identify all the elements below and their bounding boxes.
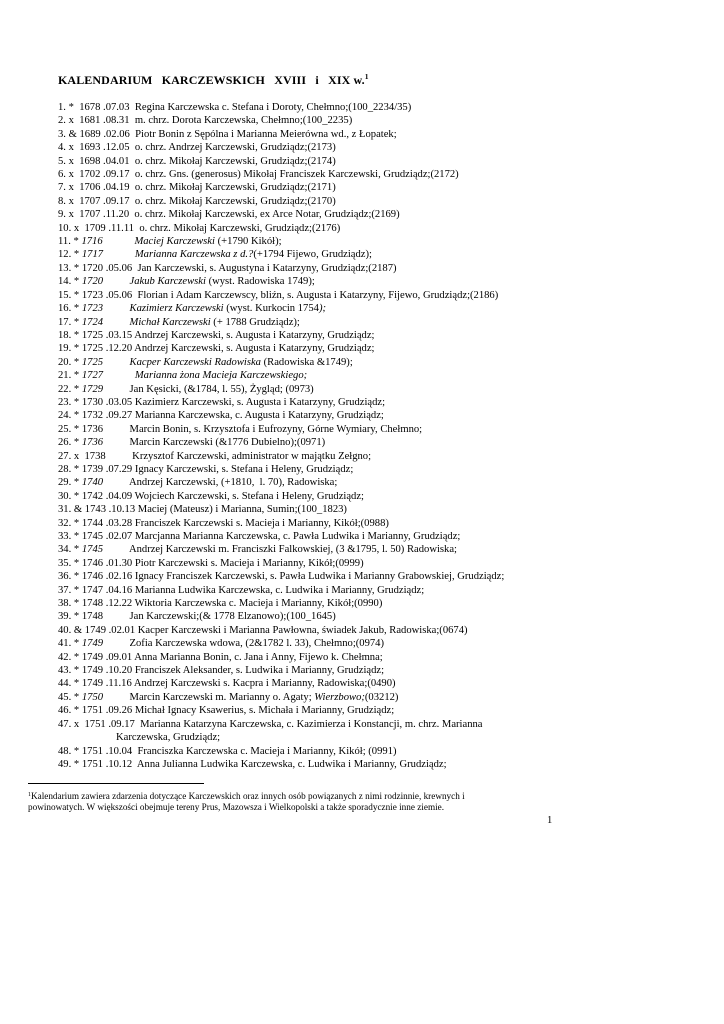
entry-marker: * [73,758,80,770]
entry-text: 1751 .09.17 Marianna Katarzyna Karczewska, c. Kazimierza i Konstancji, m. chrz. Marianna [79,718,483,730]
entry-italic-name: Marianna żona Macieja Karczewskiego; [103,370,308,382]
list-item [58,758,688,771]
list-item [58,409,688,422]
entry-marker: * [73,249,80,261]
list-item [58,597,688,610]
entry-number: 46. [58,705,72,717]
list-item [58,101,688,114]
list-item [58,356,688,369]
entry-number: 49. [58,758,72,770]
entry-number: 21. [58,370,72,382]
entry-year: 1729 [79,383,104,395]
entry-number: 18. [58,329,72,341]
entry-number: 48. [58,745,72,757]
entry-year: 1723 [79,303,104,315]
entry-marker: * [73,262,80,274]
entry-marker: * [73,370,80,382]
entry-marker: * [73,598,80,610]
title-text: KALENDARIUM KARCZEWSKICH XVIII i XIX w. [58,73,365,87]
entry-marker: * [73,571,80,583]
list-item [58,396,688,409]
entry-number: 19. [58,343,72,355]
list-item [58,248,688,261]
entry-marker: * [73,665,80,677]
list-item [58,436,688,449]
entry-italic-name: Marianna Karczewska z d.? [103,249,254,261]
entry-text: (wyst. Kurkocin 1754 [223,303,319,315]
list-item [58,289,688,302]
entry-text: 1725 .12.20 Andrzej Karczewski, s. Augusta i Katarzyny, Grudziądz; [79,343,375,355]
entry-number: 29. [58,477,72,489]
entry-text: 1681 .08.31 m. chrz. Dorota Karczewska, Chełmno;(100_2235) [73,115,353,127]
list-item [58,342,688,355]
entry-number: 13. [58,262,72,274]
entry-text: 1746 .02.16 Ignacy Franciszek Karczewski, s. Pawła Ludwika i Marianny Grabowskiej, Grudziądz; [79,571,505,583]
entry-number: 2. [58,115,66,127]
entry-text: 1693 .12.05 o. chrz. Andrzej Karczewski, Grudziądz;(2173) [73,142,336,154]
entry-marker: x [68,195,74,207]
entry-number: 32. [58,517,72,529]
list-item [58,302,688,315]
entry-marker: * [73,343,80,355]
list-item [58,651,688,664]
entry-marker: * [73,557,80,569]
list-item [58,704,688,717]
entry-marker: * [73,517,80,529]
list-item [58,557,688,570]
entry-marker: * [73,303,80,315]
entry-text: (+ 1788 Grudziądz); [210,316,300,328]
entry-text: 1745 .02.07 Marcjanna Marianna Karczewska, c. Pawła Ludwika i Marianny, Grudziądz; [79,531,461,542]
entry-number: 8. [58,195,66,207]
list-item [58,423,688,436]
entry-tail: (03212) [364,691,399,703]
entry-number: 11. [58,236,71,248]
entry-year: 1750 [79,691,104,703]
entry-text: 1744 .03.28 Franciszek Karczewski s. Macieja i Marianny, Kikół;(0988) [79,517,389,529]
entry-text: (+1794 Fijewo, Grudziądz); [253,249,372,261]
entry-marker: x [68,182,74,194]
entry-text: 1739 .07.29 Ignacy Karczewski, s. Stefana i Heleny, Grudziądz; [79,463,354,475]
entry-year: 1749 [79,638,104,650]
list-item [58,517,688,530]
entry-marker: * [73,678,80,690]
entry-number: 35. [58,557,72,569]
entry-number: 20. [58,356,72,368]
entry-text: 1748 Jan Karczewski;(& 1778 Elzanowo);(100_1645) [79,611,336,623]
entry-text: 1749 .09.01 Anna Marianna Bonin, c. Jana i Anny, Fijewo k. Chełmna; [79,651,383,663]
entry-year: 1724 [79,316,104,328]
list-item [58,329,688,342]
entry-text: 1732 .09.27 Marianna Karczewska, c. Augusta i Katarzyny, Grudziądz; [79,410,384,422]
entry-marker: x [68,155,74,167]
entry-year: 1716 [78,236,103,248]
entry-marker: * [73,638,80,650]
entry-number: 41. [58,638,72,650]
footnote-mark: 1 [28,792,31,798]
entry-number: 33. [58,531,72,542]
footnote-text: Kalendarium zawiera zdarzenia dotyczące Karczewskich oraz innych osób powiązanych z nimi rodzinnie, krewnych i powinowatych. W większości obejmuje tereny Prus, Mazowsza i Wielkopolski a także sporadycznie inne ziemie. [28,791,465,813]
entry-marker: * [73,544,80,556]
entry-year: 1727 [79,370,104,382]
entry-number: 43. [58,665,72,677]
footnote-reference: 1 [364,72,369,81]
entry-number: 30. [58,490,72,502]
list-item [58,490,688,503]
entry-year: 1720 [79,276,104,288]
entry-year: 1740 [79,477,104,489]
list-item [58,141,688,154]
entry-text: 1749 .11.16 Andrzej Karczewski s. Kacpra i Marianny, Radowiska;(0490) [79,678,396,690]
list-item [58,235,688,248]
entry-number: 3. [58,128,66,140]
entry-marker: * [73,289,80,301]
entry-marker: * [73,276,80,288]
entry-year: 1725 [79,356,104,368]
entry-number: 38. [58,598,72,610]
entry-text: (+1790 Kikół); [214,236,282,248]
list-item [58,745,688,758]
entry-marker: * [73,745,80,757]
entry-continuation: Karczewska, Grudziądz; [116,732,221,744]
entry-marker: * [73,383,80,395]
list-item [58,637,688,650]
entry-text: 1742 .04.09 Wojciech Karczewski, s. Stefana i Heleny, Grudziądz; [79,490,364,502]
entry-marker: * [73,396,80,408]
list-item [58,570,688,583]
entry-marker: * [68,102,74,113]
entry-text: 1748 .12.22 Wiktoria Karczewska c. Macieja i Marianny, Kikół;(0990) [79,598,383,610]
list-item [58,691,688,704]
entry-marker: * [73,651,80,663]
entry-number: 31. [58,504,72,516]
list-item [58,208,688,221]
list-item [58,383,688,396]
entry-marker: * [73,691,80,703]
entry-text: 1743 .10.13 Maciej (Mateusz) i Marianna, Sumin;(100_1823) [82,504,347,516]
entry-marker: x [73,222,80,234]
list-item [58,128,688,141]
entry-number: 14. [58,276,72,288]
entry-number: 45. [58,691,72,703]
entry-text: 1707 .09.17 o. chrz. Mikołaj Karczewski, Grudziądz;(2170) [73,195,336,207]
entry-marker: * [73,463,80,475]
entry-text: 1725 .03.15 Andrzej Karczewski, s. Augusta i Katarzyny, Grudziądz; [79,329,375,341]
entry-text: 1689 .02.06 Piotr Bonin z Sępólna i Marianna Meierówna wd., z Łopatek; [76,128,397,140]
entry-number: 28. [58,463,72,475]
list-item [58,181,688,194]
entry-text: 1709 .11.11 o. chrz. Mikołaj Karczewski, Grudziądz;(2176) [79,222,341,234]
entry-number: 26. [58,437,72,449]
entry-marker: * [73,611,80,623]
entry-text: 1702 .09.17 o. chrz. Gns. (generosus) Mikołaj Franciszek Karczewski, Grudziądz;(2172) [73,169,459,181]
entry-year: 1736 [79,437,104,449]
entry-marker: & [73,624,83,636]
entry-text: Marcin Karczewski (&1776 Dubielno);(0971) [103,437,326,449]
entry-number: 16. [58,303,72,315]
entry-number: 9. [58,209,66,221]
entry-marker: * [73,584,80,596]
calendar-entries-list [58,101,688,771]
entry-text: 1738 Krzysztof Karczewski, administrator w majątku Zełgno; [79,450,372,462]
list-item [58,610,688,623]
entry-marker: * [73,410,80,422]
entry-tail: ); [318,303,327,315]
entry-text: 1751 .09.26 Michał Ignacy Ksawerius, s. Michała i Marianny, Grudziądz; [79,705,395,717]
entry-text: 1749 .02.01 Kacper Karczewski i Marianna Pawłowna, świadek Jakub, Radowiska;(0674) [82,624,468,636]
entry-text: 1747 .04.16 Marianna Ludwika Karczewska, c. Ludwika i Marianny, Grudziądz; [79,584,425,596]
entry-number: 39. [58,611,72,623]
entry-marker: * [73,531,80,542]
entry-text: 1706 .04.19 o. chrz. Mikołaj Karczewski, Grudziądz;(2171) [73,182,336,194]
entry-italic-name: Michał Karczewski [103,316,211,328]
page-number: 1 [547,815,553,826]
entry-marker: & [68,128,77,140]
entry-marker: * [73,490,80,502]
entry-marker: * [73,356,80,368]
entry-number: 22. [58,383,72,395]
footnote [28,790,558,814]
entry-marker: x [68,142,74,154]
entry-marker: x [68,209,74,221]
entry-marker: * [73,437,80,449]
list-item [58,476,688,489]
entry-text: 1707 .11.20 o. chrz. Mikołaj Karczewski, ex Arce Notar, Grudziądz;(2169) [73,209,400,221]
entry-italic-name: Maciej Karczewski [102,236,215,248]
list-item [58,530,688,543]
entry-number: 7. [58,182,66,194]
entry-text: 1698 .04.01 o. chrz. Mikołaj Karczewski, Grudziądz;(2174) [73,155,336,167]
entry-italic-name: Jakub Karczewski [103,276,206,288]
list-item [58,584,688,597]
list-item [58,114,688,127]
entry-marker: & [73,504,83,516]
entry-number: 37. [58,584,72,596]
entry-marker: * [73,329,80,341]
list-item [58,275,688,288]
entry-marker: * [73,236,79,248]
entry-marker: x [68,169,74,181]
page-title [58,72,369,88]
entry-marker: * [73,316,80,328]
list-item [58,316,688,329]
list-item [58,677,688,690]
entry-number: 40. [58,624,72,636]
list-item [58,222,688,235]
entry-number: 10. [58,222,72,234]
entry-text: Andrzej Karczewski, (+1810, l. 70), Radowiska; [103,477,338,489]
entry-text: Marcin Karczewski m. Marianny o. Agaty; [103,691,315,703]
entry-number: 17. [58,316,72,328]
entry-text: Andrzej Karczewski m. Franciszki Falkowskiej, (3 &1795, l. 50) Radowiska; [103,544,457,556]
list-item [58,155,688,168]
list-item [58,463,688,476]
list-item [58,195,688,208]
entry-year: 1717 [79,249,104,261]
entry-italic-place: Wierzbowo; [314,691,365,703]
entry-number: 1. [58,102,66,113]
entry-marker: * [73,423,80,435]
entry-marker: * [73,705,80,717]
entry-number: 42. [58,651,72,663]
entry-text: 1730 .03.05 Kazimierz Karczewski, s. Augusta i Katarzyny, Grudziądz; [79,396,386,408]
entry-text: 1736 Marcin Bonin, s. Krzysztofa i Eufrozyny, Górne Wymiary, Chełmno; [79,423,423,435]
list-item [58,624,688,637]
entry-number: 47. [58,718,72,730]
entry-number: 25. [58,423,72,435]
list-item [58,503,688,516]
entry-text: 1720 .05.06 Jan Karczewski, s. Augustyna i Katarzyny, Grudziądz;(2187) [79,262,397,274]
entry-text: (Radowiska &1749); [260,356,353,368]
entry-number: 24. [58,410,72,422]
entry-marker: x [73,718,80,730]
list-item [58,543,688,556]
entry-number: 4. [58,142,66,154]
entry-text: (wyst. Radowiska 1749); [205,276,315,288]
entry-marker: x [68,115,74,127]
entry-text: 1678 .07.03 Regina Karczewska c. Stefana i Doroty, Chełmno;(100_2234/35) [73,102,412,113]
entry-number: 27. [58,450,72,462]
entry-number: 44. [58,678,72,690]
entry-text: Zofia Karczewska wdowa, (2&1782 l. 33), Chełmno;(0974) [103,638,385,650]
list-item [58,718,688,745]
entry-number: 6. [58,169,66,181]
entry-italic-name: Kacper Karczewski Radowiska [103,356,261,368]
entry-text: 1751 .10.12 Anna Julianna Ludwika Karczewska, c. Ludwika i Marianny, Grudziądz; [79,758,447,770]
entry-number: 15. [58,289,72,301]
entry-marker: x [73,450,80,462]
footnote-separator [28,783,204,784]
entry-number: 5. [58,155,66,167]
entry-number: 34. [58,544,72,556]
entry-number: 12. [58,249,72,261]
list-item [58,664,688,677]
entry-number: 23. [58,396,72,408]
entry-text: 1746 .01.30 Piotr Karczewski s. Macieja i Marianny, Kikół;(0999) [79,557,364,569]
entry-year: 1745 [79,544,104,556]
entry-text: 1749 .10.20 Franciszek Aleksander, s. Ludwika i Marianny, Grudziądz; [79,665,385,677]
entry-italic-name: Kazimierz Karczewski [103,303,224,315]
list-item [58,369,688,382]
list-item [58,262,688,275]
entry-marker: * [73,477,80,489]
list-item [58,450,688,463]
entry-number: 36. [58,571,72,583]
list-item [58,168,688,181]
entry-text: 1751 .10.04 Franciszka Karczewska c. Macieja i Marianny, Kikół; (0991) [79,745,397,757]
entry-text: 1723 .05.06 Florian i Adam Karczewscy, bliźn, s. Augusta i Katarzyny, Fijewo, Grudziądz;(2186) [79,289,499,301]
entry-text: Jan Kęsicki, (&1784, l. 55), Żygląd; (0973) [103,383,314,395]
